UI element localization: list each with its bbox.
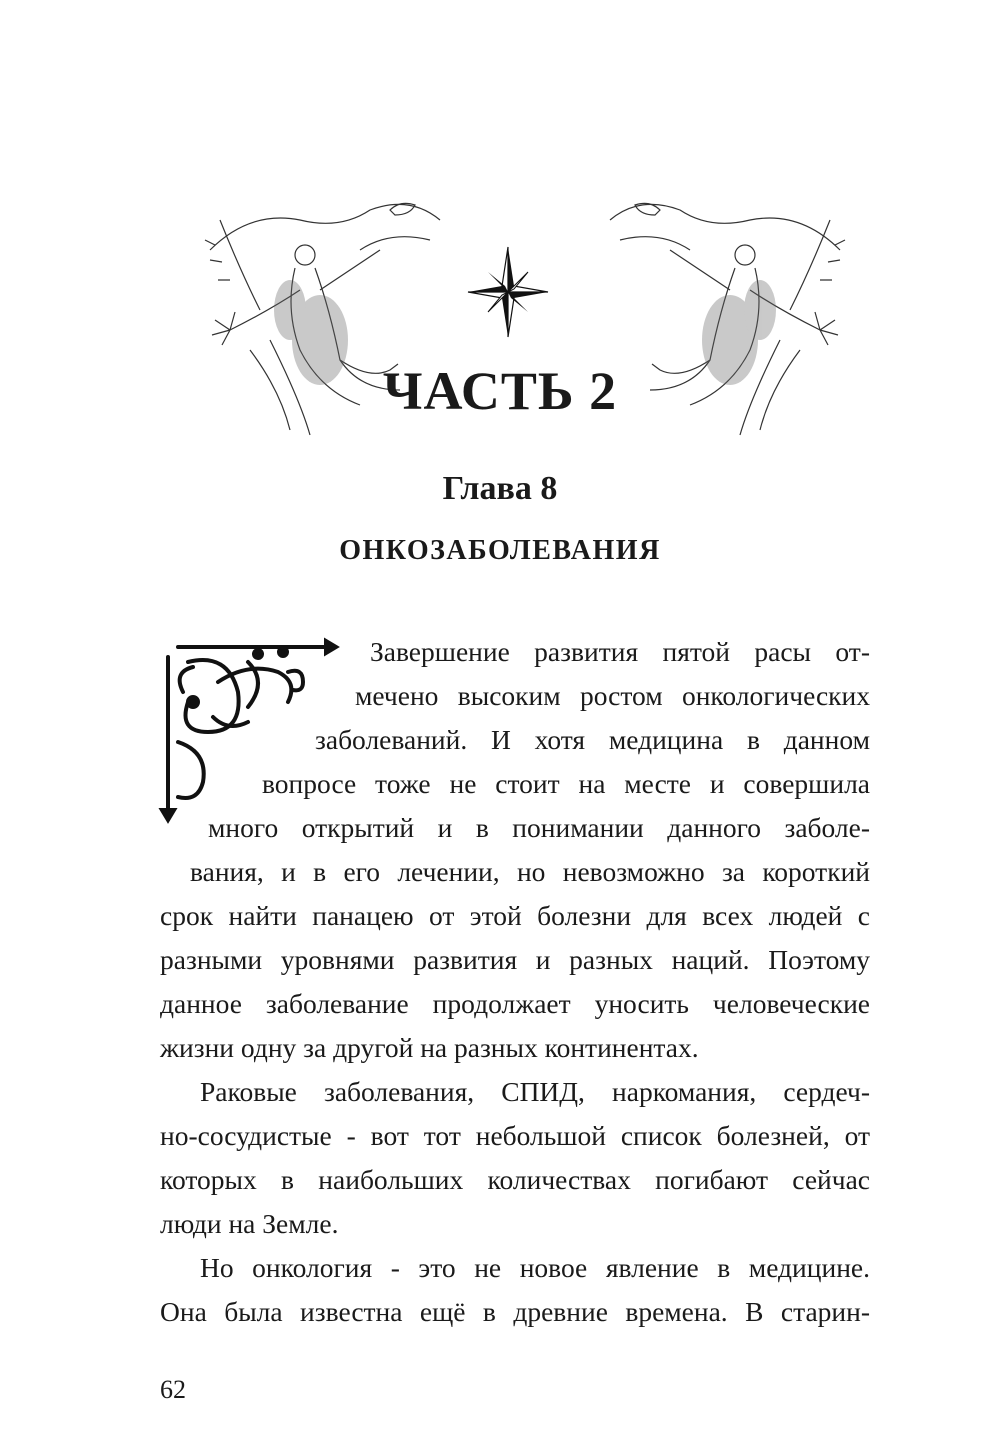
- body-line: Но онкология - это не новое явление в медицине.: [200, 1252, 870, 1283]
- body-line: которых в наибольших количествах погибают сейчас: [160, 1164, 870, 1195]
- body-line: вопросе тоже не стоит на месте и совершила: [262, 768, 870, 799]
- compass-rose-icon: [466, 245, 550, 339]
- body-line: жизни одну за другой на разных континентах.: [160, 1032, 699, 1063]
- body-line: Раковые заболевания, СПИД, наркомания, сердеч-: [200, 1076, 870, 1107]
- body-line: люди на Земле.: [160, 1208, 339, 1239]
- body-line: мечено высоким ростом онкологических: [355, 680, 870, 711]
- body-line: срок найти панацею от этой болезни для всех людей с: [160, 900, 870, 931]
- part-title: ЧАСТЬ 2: [382, 361, 618, 421]
- body-line: Завершение развития пятой расы от-: [370, 636, 870, 667]
- body-line: заболеваний. И хотя медицина в данном: [315, 724, 870, 755]
- body-line: данное заболевание продолжает уносить человеческие: [160, 988, 870, 1019]
- body-line: разными уровнями развития и разных наций. Поэтому: [160, 944, 870, 975]
- chapter-label: Глава 8: [442, 470, 558, 507]
- body-line: много открытий и в понимании данного заболе-: [208, 812, 870, 843]
- body-line: вания, и в его лечении, но невозможно за короткий: [190, 856, 870, 887]
- body-line: Она была известна ещё в древние времена. В старин-: [160, 1296, 870, 1327]
- chapter-title: ОНКОЗАБОЛЕВАНИЯ: [339, 535, 661, 566]
- body-line: но-сосудистые - вот тот небольшой список болезней, от: [160, 1120, 870, 1151]
- page-number: 62: [160, 1375, 186, 1404]
